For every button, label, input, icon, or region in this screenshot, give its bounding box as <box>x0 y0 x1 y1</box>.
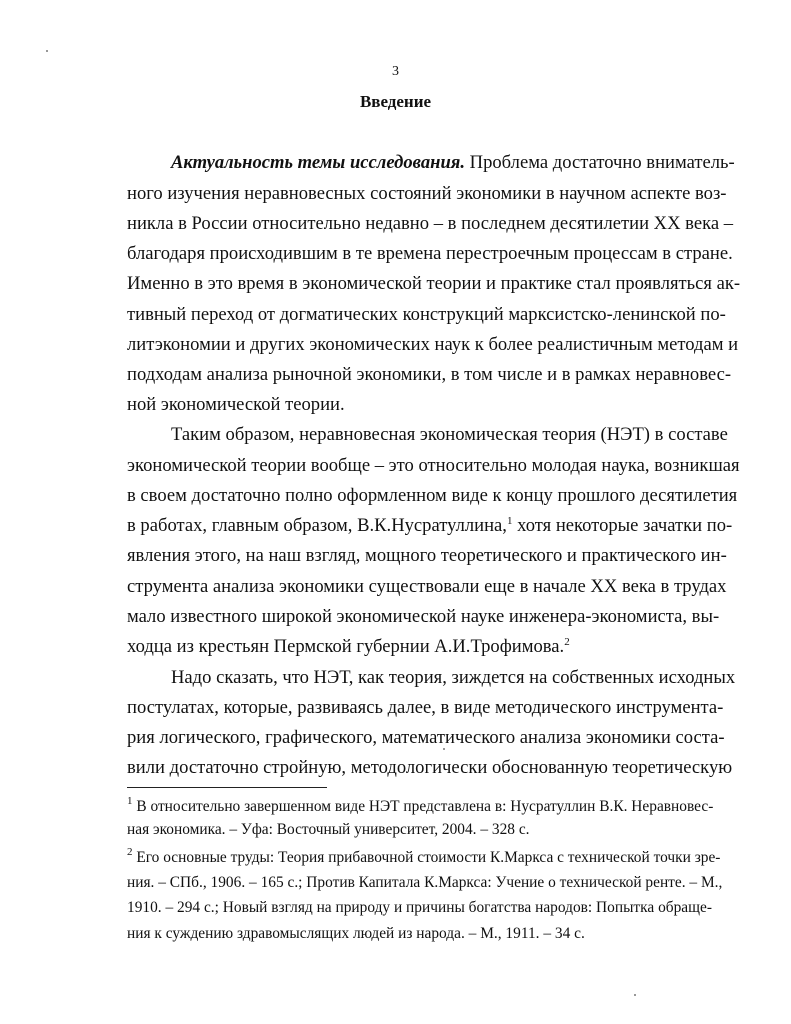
text-line: ной экономической теории. <box>127 394 345 415</box>
lead-phrase: Актуальность темы исследования. <box>171 152 466 173</box>
text-span: ходца из крестьян Пермской губернии А.И.Трофимова. <box>127 636 565 657</box>
footnote-line <box>127 795 714 817</box>
text-line: Таким образом, неравновесная экономическая теория (НЭТ) в составе <box>171 424 728 445</box>
text-span: в работах, главным образом, В.К.Нусратуллина, <box>127 515 507 536</box>
text-line: экономической теории вообще – это относительно молодая наука, возникшая <box>127 455 740 476</box>
footnote-line: ная экономика. – Уфа: Восточный университет, 2004. – 328 с. <box>127 821 530 838</box>
text-line <box>127 636 711 658</box>
scan-speck <box>46 50 48 52</box>
text-span: Его основные труды: Теория прибавочной стоимости К.Маркса с технической точки зре- <box>132 849 721 866</box>
footnote-mark: 1 <box>127 795 133 807</box>
text-line: литэкономии и других экономических наук к более реалистичным методам и <box>127 334 739 355</box>
text-line: тивный переход от догматических конструкций марксистско-ленинской по- <box>127 304 726 325</box>
text-line: мало известного широкой экономической науке инженера-экономиста, вы- <box>127 606 720 627</box>
text-line: явления этого, на наш взгляд, мощного теоретического и практического ин- <box>127 545 727 566</box>
footnote-ref-2: 2 <box>564 636 570 648</box>
text-line <box>171 152 735 174</box>
footnote-mark: 2 <box>127 846 133 858</box>
text-line: благодаря происходившим в те времена перестроечным процессам в стране. <box>127 243 733 264</box>
footnote-line: 1910. – 294 с.; Новый взгляд на природу и причины богатства народов: Попытка обраще- <box>127 899 712 916</box>
text-line: вили достаточно стройную, методологически обоснованную теоретическую <box>127 757 733 778</box>
text-line: подходам анализа рыночной экономики, в том числе и в рамках неравновес- <box>127 364 732 385</box>
text-line: Надо сказать, что НЭТ, как теория, зиждется на собственных исходных <box>171 667 736 688</box>
text-span: В относительно завершенном виде НЭТ представлена в: Нусратуллин В.К. Неравновес- <box>132 798 714 815</box>
footnote-line: ния к суждению здравомыслящих людей из народа. – М., 1911. – 34 с. <box>127 925 585 942</box>
text-line: Именно в это время в экономической теории и практике стал проявляться ак- <box>127 273 741 294</box>
text-line: струмента анализа экономики существовали еще в начале XX века в трудах <box>127 576 727 597</box>
text-span: хотя некоторые зачатки по- <box>512 515 733 536</box>
footnote-line: ния. – СПб., 1906. – 165 с.; Против Капитала К.Маркса: Учение о технической ренте. – М., <box>127 874 723 891</box>
footnote-ref-1: 1 <box>506 515 513 527</box>
text-line: ного изучения неравновесных состояний экономики в научном аспекте воз- <box>127 183 727 204</box>
page-heading: Введение <box>359 92 432 111</box>
text-line: постулатах, которые, развиваясь далее, в виде методического инструмента- <box>127 697 724 718</box>
footnote-line <box>127 846 721 868</box>
scan-speck <box>634 994 636 996</box>
page-number: 3 <box>392 64 399 79</box>
text-span: Проблема достаточно вниматель- <box>465 152 735 173</box>
footnote-separator <box>127 787 327 788</box>
text-line: в своем достаточно полно оформленном виде к концу прошлого десятилетия <box>127 485 738 506</box>
text-line <box>127 515 733 537</box>
text-line: рия логического, графического, математического анализа экономики соста- <box>127 727 725 748</box>
scan-speck <box>443 748 445 750</box>
text-line: никла в России относительно недавно – в последнем десятилетии XX века – <box>127 213 734 234</box>
